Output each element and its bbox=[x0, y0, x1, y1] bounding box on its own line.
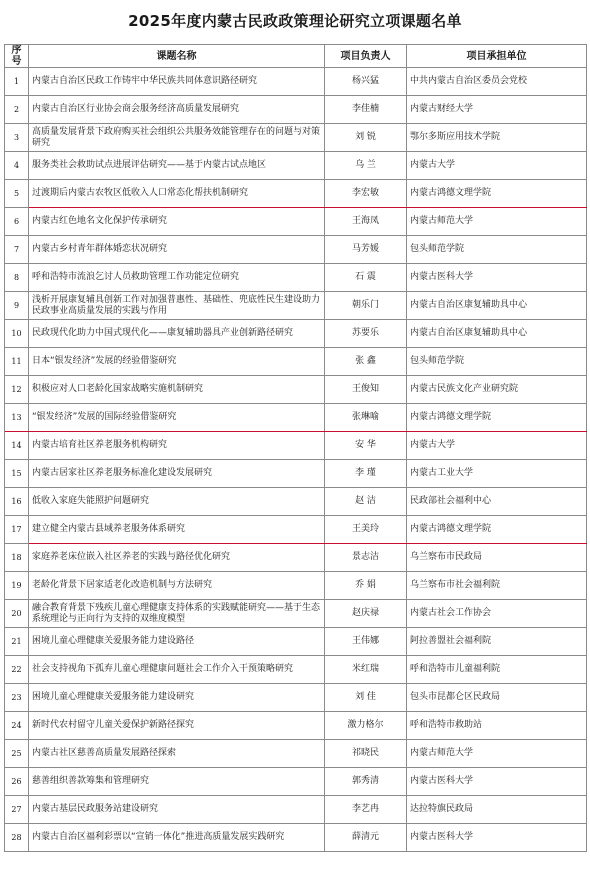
host-unit: 内蒙古师范大学 bbox=[407, 208, 587, 236]
table-row bbox=[5, 460, 587, 488]
table-row bbox=[5, 488, 587, 516]
host-unit: 鄂尔多斯应用技术学院 bbox=[407, 124, 587, 152]
project-leader: 李艺冉 bbox=[325, 796, 407, 824]
host-unit: 包头师范学院 bbox=[407, 348, 587, 376]
table-row bbox=[5, 96, 587, 124]
table-row bbox=[5, 824, 587, 852]
row-number: 20 bbox=[5, 600, 29, 628]
project-leader: 乌 兰 bbox=[325, 152, 407, 180]
project-title: 融合教育背景下残疾儿童心理健康支持体系的实践赋能研究——基于生态系统理论与正向行为支持的双维度模型 bbox=[29, 600, 325, 628]
project-title: 民政现代化助力中国式现代化——康复辅助器具产业创新路径研究 bbox=[29, 320, 325, 348]
table-row bbox=[5, 124, 587, 152]
row-number: 7 bbox=[5, 236, 29, 264]
project-leader: 王俊知 bbox=[325, 376, 407, 404]
row-number: 10 bbox=[5, 320, 29, 348]
row-number: 15 bbox=[5, 460, 29, 488]
row-number: 21 bbox=[5, 628, 29, 656]
project-leader: 张琳喻 bbox=[325, 404, 407, 432]
host-unit: 达拉特旗民政局 bbox=[407, 796, 587, 824]
project-leader: 苏要乐 bbox=[325, 320, 407, 348]
host-unit: 内蒙古自治区康复辅助具中心 bbox=[407, 320, 587, 348]
project-leader: 马芳媛 bbox=[325, 236, 407, 264]
project-title: 内蒙古社区慈善高质量发展路径探索 bbox=[29, 740, 325, 768]
project-leader: 祁晓民 bbox=[325, 740, 407, 768]
row-number: 26 bbox=[5, 768, 29, 796]
project-title: 困境儿童心理健康关爱服务能力建设路径 bbox=[29, 628, 325, 656]
row-number: 16 bbox=[5, 488, 29, 516]
row-number: 5 bbox=[5, 180, 29, 208]
host-unit: 内蒙古鸿德文理学院 bbox=[407, 180, 587, 208]
table-row bbox=[5, 600, 587, 628]
project-title: 困境儿童心理健康关爱服务能力建设研究 bbox=[29, 684, 325, 712]
host-unit: 内蒙古医科大学 bbox=[407, 768, 587, 796]
header-number: 序号 bbox=[5, 45, 29, 68]
project-leader: 李佳楠 bbox=[325, 96, 407, 124]
row-number: 23 bbox=[5, 684, 29, 712]
host-unit: 内蒙古医科大学 bbox=[407, 824, 587, 852]
project-leader: 石 震 bbox=[325, 264, 407, 292]
project-title: 过渡期后内蒙古农牧区低收入人口常态化帮扶机制研究 bbox=[29, 180, 325, 208]
row-number: 17 bbox=[5, 516, 29, 544]
host-unit: 内蒙古鸿德文理学院 bbox=[407, 516, 587, 544]
project-title: 内蒙古居家社区养老服务标准化建设发展研究 bbox=[29, 460, 325, 488]
project-title: 老龄化背景下居家适老化改造机制与方法研究 bbox=[29, 572, 325, 600]
table-row bbox=[5, 432, 587, 460]
project-title: 内蒙古培育社区养老服务机构研究 bbox=[29, 432, 325, 460]
project-leader: 王美玲 bbox=[325, 516, 407, 544]
row-number: 14 bbox=[5, 432, 29, 460]
table-row bbox=[5, 740, 587, 768]
project-leader: 张 鑫 bbox=[325, 348, 407, 376]
table-row bbox=[5, 684, 587, 712]
project-leader: 王伟娜 bbox=[325, 628, 407, 656]
host-unit: 内蒙古医科大学 bbox=[407, 264, 587, 292]
host-unit: 呼和浩特市救助站 bbox=[407, 712, 587, 740]
row-number: 9 bbox=[5, 292, 29, 320]
row-number: 11 bbox=[5, 348, 29, 376]
project-leader: 杨兴猛 bbox=[325, 68, 407, 96]
project-title: 家庭养老床位嵌入社区养老的实践与路径优化研究 bbox=[29, 544, 325, 572]
host-unit: 民政部社会福利中心 bbox=[407, 488, 587, 516]
project-leader: 米红瑞 bbox=[325, 656, 407, 684]
project-title: 内蒙古基层民政服务站建设研究 bbox=[29, 796, 325, 824]
red-underline-mark bbox=[5, 431, 587, 432]
header-project-title: 课题名称 bbox=[29, 45, 325, 68]
project-leader: 李 瑾 bbox=[325, 460, 407, 488]
project-title: 呼和浩特市流浪乞讨人员救助管理工作功能定位研究 bbox=[29, 264, 325, 292]
document-title: 2025年度内蒙古民政政策理论研究立项课题名单 bbox=[128, 12, 462, 30]
project-leader: 刘 锐 bbox=[325, 124, 407, 152]
table-row bbox=[5, 320, 587, 348]
project-leader: 赵庆禄 bbox=[325, 600, 407, 628]
table-body bbox=[5, 68, 587, 852]
row-number: 24 bbox=[5, 712, 29, 740]
table-header-row bbox=[5, 45, 587, 68]
row-number: 3 bbox=[5, 124, 29, 152]
row-number: 12 bbox=[5, 376, 29, 404]
row-number: 18 bbox=[5, 544, 29, 572]
table-row bbox=[5, 152, 587, 180]
table-row bbox=[5, 208, 587, 236]
host-unit: 内蒙古大学 bbox=[407, 432, 587, 460]
red-underline-mark bbox=[29, 207, 587, 208]
project-leader: 景志洁 bbox=[325, 544, 407, 572]
project-leader: 王海凤 bbox=[325, 208, 407, 236]
red-underline-mark bbox=[29, 543, 587, 544]
table-row bbox=[5, 376, 587, 404]
table-row bbox=[5, 292, 587, 320]
project-leader: 朝乐门 bbox=[325, 292, 407, 320]
host-unit: 内蒙古工业大学 bbox=[407, 460, 587, 488]
row-number: 25 bbox=[5, 740, 29, 768]
project-title: 积极应对人口老龄化国家战略实施机制研究 bbox=[29, 376, 325, 404]
project-title: 社会支持视角下孤弃儿童心理健康问题社会工作介入干预策略研究 bbox=[29, 656, 325, 684]
table-row bbox=[5, 236, 587, 264]
table-row bbox=[5, 544, 587, 572]
row-number: 22 bbox=[5, 656, 29, 684]
host-unit: 呼和浩特市儿童福利院 bbox=[407, 656, 587, 684]
table-row bbox=[5, 712, 587, 740]
row-number: 27 bbox=[5, 796, 29, 824]
project-leader: 郭秀清 bbox=[325, 768, 407, 796]
project-title: 日本“银发经济”发展的经验借鉴研究 bbox=[29, 348, 325, 376]
project-title: 高质量发展背景下政府购买社会组织公共服务效能管理存在的问题与对策研究 bbox=[29, 124, 325, 152]
project-title: 内蒙古乡村青年群体婚恋状况研究 bbox=[29, 236, 325, 264]
table-row bbox=[5, 796, 587, 824]
project-title: “银发经济”发展的国际经验借鉴研究 bbox=[29, 404, 325, 432]
host-unit: 包头市昆都仑区民政局 bbox=[407, 684, 587, 712]
row-number: 2 bbox=[5, 96, 29, 124]
project-title: 建立健全内蒙古县域养老服务体系研究 bbox=[29, 516, 325, 544]
project-title: 内蒙古自治区福利彩票以“宣销一体化”推进高质量发展实践研究 bbox=[29, 824, 325, 852]
table-row bbox=[5, 572, 587, 600]
row-number: 28 bbox=[5, 824, 29, 852]
table-row bbox=[5, 264, 587, 292]
project-title: 内蒙古自治区民政工作铸牢中华民族共同体意识路径研究 bbox=[29, 68, 325, 96]
row-number: 1 bbox=[5, 68, 29, 96]
project-leader: 安 华 bbox=[325, 432, 407, 460]
host-unit: 内蒙古社会工作协会 bbox=[407, 600, 587, 628]
row-number: 6 bbox=[5, 208, 29, 236]
table-row bbox=[5, 768, 587, 796]
row-number: 4 bbox=[5, 152, 29, 180]
host-unit: 内蒙古自治区康复辅助具中心 bbox=[407, 292, 587, 320]
header-host-unit: 项目承担单位 bbox=[407, 45, 587, 68]
table-row bbox=[5, 68, 587, 96]
table-row bbox=[5, 180, 587, 208]
table-row bbox=[5, 628, 587, 656]
host-unit: 内蒙古师范大学 bbox=[407, 740, 587, 768]
project-title: 内蒙古红色地名文化保护传承研究 bbox=[29, 208, 325, 236]
project-leader: 激力格尔 bbox=[325, 712, 407, 740]
project-leader: 薛清元 bbox=[325, 824, 407, 852]
project-title: 浅析开展康复辅具创新工作对加强普惠性、基础性、兜底性民生建设助力民政事业高质量发展的实践与作用 bbox=[29, 292, 325, 320]
table-row bbox=[5, 348, 587, 376]
host-unit: 内蒙古大学 bbox=[407, 152, 587, 180]
host-unit: 乌兰察布市民政局 bbox=[407, 544, 587, 572]
project-leader: 乔 娟 bbox=[325, 572, 407, 600]
project-title: 低收入家庭失能照护问题研究 bbox=[29, 488, 325, 516]
project-roster-table bbox=[4, 44, 587, 852]
project-title: 内蒙古自治区行业协会商会服务经济高质量发展研究 bbox=[29, 96, 325, 124]
row-number: 19 bbox=[5, 572, 29, 600]
host-unit: 乌兰察布市社会福利院 bbox=[407, 572, 587, 600]
project-leader: 刘 佳 bbox=[325, 684, 407, 712]
project-leader: 李宏敏 bbox=[325, 180, 407, 208]
host-unit: 包头师范学院 bbox=[407, 236, 587, 264]
table-row bbox=[5, 516, 587, 544]
host-unit: 内蒙古财经大学 bbox=[407, 96, 587, 124]
project-title: 新时代农村留守儿童关爱保护新路径探究 bbox=[29, 712, 325, 740]
project-leader: 赵 洁 bbox=[325, 488, 407, 516]
row-number: 8 bbox=[5, 264, 29, 292]
project-title: 服务类社会救助试点进展评估研究——基于内蒙古试点地区 bbox=[29, 152, 325, 180]
header-project-leader: 项目负责人 bbox=[325, 45, 407, 68]
project-title: 慈善组织善款筹集和管理研究 bbox=[29, 768, 325, 796]
table-row bbox=[5, 404, 587, 432]
host-unit: 内蒙古民族文化产业研究院 bbox=[407, 376, 587, 404]
row-number: 13 bbox=[5, 404, 29, 432]
host-unit: 内蒙古鸿德文理学院 bbox=[407, 404, 587, 432]
host-unit: 中共内蒙古自治区委员会党校 bbox=[407, 68, 587, 96]
host-unit: 阿拉善盟社会福利院 bbox=[407, 628, 587, 656]
table-row bbox=[5, 656, 587, 684]
